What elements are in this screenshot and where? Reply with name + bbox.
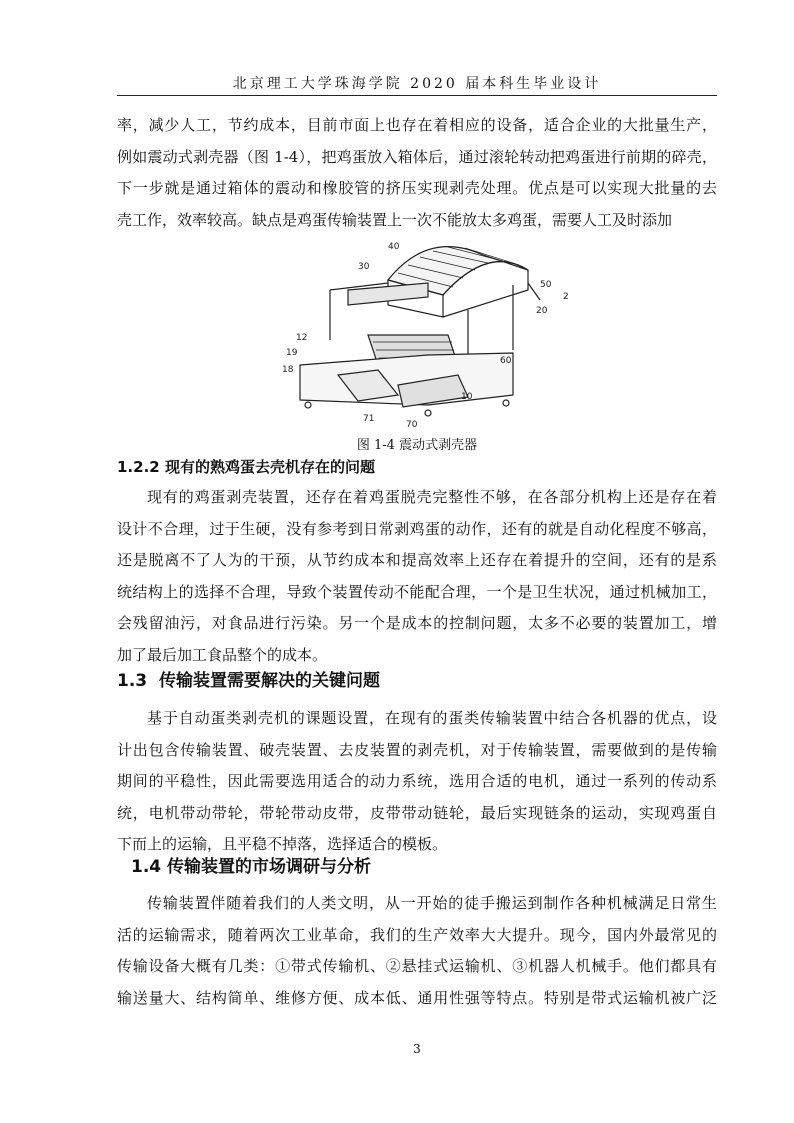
text-line: 下一步就是通过箱体的震动和橡胶管的挤压实现剥壳处理。优点是可以实现大批量的去 <box>117 179 717 197</box>
text-line: 会残留油污，对食品进行污染。另一个是成本的控制问题，太多不必要的装置加工，增 <box>117 614 717 632</box>
label-71: 71 <box>363 414 375 424</box>
label-18: 18 <box>282 365 294 375</box>
label-12: 12 <box>296 333 308 343</box>
text-line: 还是脱离不了人为的干预，从节约成本和提高效率上还存在着提升的空间，还有的是系 <box>117 551 717 569</box>
paragraph-intro <box>117 110 717 236</box>
text-line: 统，电机带动带轮，带轮带动皮带，皮带带动链轮，最后实现链条的运动，实现鸡蛋自 <box>117 803 717 822</box>
heading-title: 传输装置需要解决的关键问题 <box>158 671 380 691</box>
header-rule <box>117 95 717 96</box>
label-2: 2 <box>563 292 569 302</box>
figure-caption: 图 1-4 震动式剥壳器 <box>356 438 478 453</box>
text-line: 活的运输需求，随着两次工业革命，我们的生产效率大大提升。现今，国内外最常见的 <box>117 925 717 944</box>
sheller-drawing <box>278 235 578 435</box>
figure-vibrating-sheller <box>278 235 578 435</box>
label-19: 19 <box>286 348 298 358</box>
label-60: 60 <box>500 356 512 366</box>
text-line: 统结构上的选择不合理，导致个装置传动不能配合理，一个是卫生状况，通过机械加工， <box>117 582 717 601</box>
text-line: 传输设备大概有几类：①带式传输机、②悬挂式运输机、③机器人机械手。他们都具有 <box>117 957 717 975</box>
heading-title: 现有的熟鸡蛋去壳机存在的问题 <box>164 458 375 476</box>
label-50: 50 <box>540 280 552 290</box>
heading-number: 1.3 <box>117 671 148 691</box>
text-line: 例如震动式剥壳器（图 1-4），把鸡蛋放入箱体后，通过滚轮转动把鸡蛋进行前期的碎壳， <box>117 147 717 166</box>
text-line: 设计不合理，过于生硬，没有参考到日常剥鸡蛋的动作，还有的就是自动化程度不够高， <box>117 519 717 538</box>
text-line: 计出包含传输装置、破壳装置、去皮装置的剥壳机，对于传输装置，需要做到的是传输 <box>117 740 717 759</box>
label-10: 10 <box>461 392 473 402</box>
label-20: 20 <box>536 306 548 316</box>
heading-1-4 <box>131 852 371 877</box>
text-line: 传输装置伴随着我们的人类文明，从一开始的徒手搬运到制作各种机械满足日常生 <box>147 894 717 912</box>
label-70: 70 <box>406 420 418 430</box>
heading-1-3 <box>117 666 380 691</box>
label-40: 40 <box>388 242 400 252</box>
page-header: 北京理工大学珠海学院 2020 届本科生毕业设计 <box>232 76 602 92</box>
paragraph-problems <box>117 482 717 671</box>
text-line: 率，减少人工，节约成本，目前市面上也存在着相应的设备，适合企业的大批量生产， <box>117 116 717 134</box>
label-30: 30 <box>358 262 370 272</box>
page-number: 3 <box>413 1042 421 1056</box>
heading-1-2-2 <box>117 456 375 477</box>
text-line: 现有的鸡蛋剥壳装置，还存在着鸡蛋脱壳完整性不够，在各部分机构上还是存在着 <box>147 488 717 506</box>
text-line: 下而上的运输，且平稳不掉落，选择适合的模板。 <box>117 835 448 853</box>
text-line: 期间的平稳性，因此需要选用适合的动力系统，选用合适的电机，通过一系列的传动系 <box>117 772 717 790</box>
heading-number: 1.2.2 <box>117 458 160 476</box>
text-line: 输送量大、结构简单、维修方便、成本低、通用性强等特点。特别是带式运输机被广泛 <box>117 988 717 1007</box>
paragraph-key-issues <box>117 703 717 861</box>
text-line: 基于自动蛋类剥壳机的课题设置，在现有的蛋类传输装置中结合各机器的优点，设 <box>147 709 717 727</box>
heading-number: 1.4 <box>131 857 162 877</box>
paragraph-market-research <box>117 888 717 1014</box>
text-line: 壳工作，效率较高。缺点是鸡蛋传输装置上一次不能放太多鸡蛋，需要人工及时添加 <box>117 210 673 229</box>
heading-title: 传输装置的市场调研与分析 <box>167 857 372 877</box>
text-line: 加了最后加工食品整个的成本。 <box>117 645 328 664</box>
